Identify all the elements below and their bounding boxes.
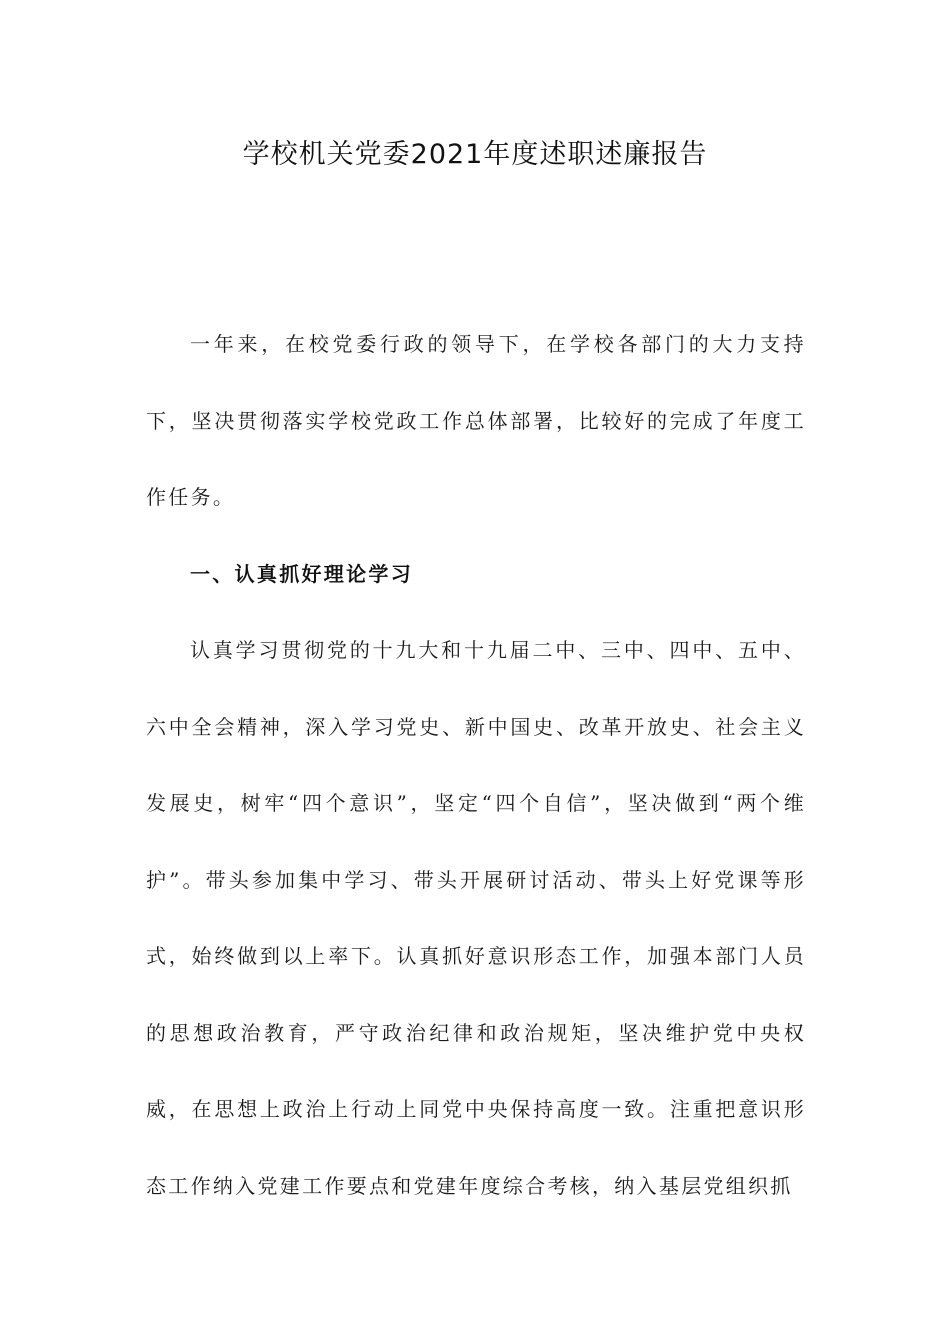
- section-heading: 一、认真抓好理论学习: [190, 561, 413, 586]
- document-body: [146, 306, 806, 1224]
- document-title: 学校机关党委2021年度述职述廉报告: [242, 139, 708, 170]
- intro-paragraph: 一年来，在校党委行政的领导下，在学校各部门的大力支持下，坚决贯彻落实学校党政工作总体部署，比较好的完成了年度工作任务。: [146, 332, 806, 509]
- section-paragraph: 认真学习贯彻党的十九大和十九届二中、三中、四中、五中、六中全会精神，深入学习党史、新中国史、改革开放史、社会主义发展史，树牢“四个意识”，坚定“四个自信”，坚决做到“两个维护”。带头参加集中学习、带头开展研讨活动、带头上好党课等形式，始终做到以上率下。认真抓好意识形态工作，加强本部门人员的思想政治教育，严守政治纪律和政治规矩，坚决维护党中央权威，在思想上政治上行动上同党中央保持高度一致。注重把意识形态工作纳入党建工作要点和党建年度综合考核，纳入基层党组织抓: [146, 638, 806, 1198]
